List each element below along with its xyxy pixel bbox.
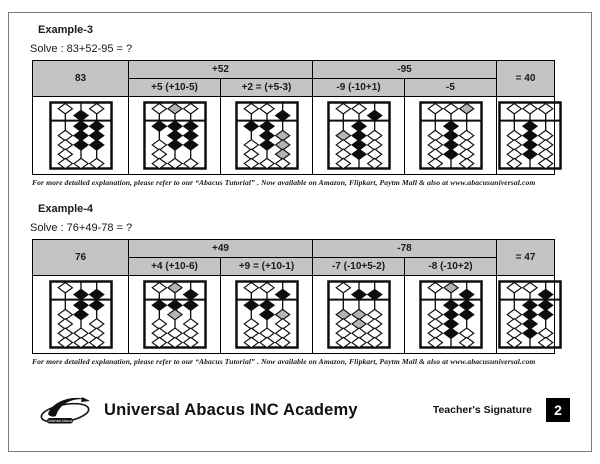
steps-table: [32, 60, 555, 175]
abacus-diagram: [326, 100, 392, 171]
step-cell: +5 (+10-5): [129, 79, 221, 97]
abacus-cell: [313, 276, 405, 354]
signature-area: [433, 398, 570, 422]
abacus-cell: [129, 276, 221, 354]
step-cell: -8 (-10+2): [405, 258, 497, 276]
abacus-diagram: [326, 279, 392, 350]
abacus-diagram: [142, 100, 208, 171]
abacus-diagram: [234, 100, 300, 171]
step-cell: +2 = (+5-3): [221, 79, 313, 97]
tutorial-note: For more detailed explanation, please refer to our “Abacus Tutorial” . Now available on Amazon, Flipkart, Paytm Mall & also at www.abacusuniversal.com: [32, 357, 536, 366]
abacus-cell: [33, 276, 129, 354]
abacus-diagram: [418, 100, 484, 171]
example-3-section: [30, 24, 570, 187]
step-cell: -9 (-10+1): [313, 79, 405, 97]
page-number-badge: 2: [546, 398, 570, 422]
step-cell: +9 = (+10-1): [221, 258, 313, 276]
abacus-diagram: [418, 279, 484, 350]
example-title: Example-4: [38, 203, 94, 215]
start-value-cell: 83: [33, 61, 129, 97]
abacus-cell: [497, 276, 555, 354]
abacus-diagram: [48, 100, 114, 171]
abacus-diagram: [142, 279, 208, 350]
teachers-signature-label: Teacher's Signature: [432, 404, 532, 416]
operation-group-cell: +52: [129, 61, 313, 79]
abacus-cell: [405, 97, 497, 175]
abacus-cell: [313, 97, 405, 175]
step-cell: +4 (+10-6): [129, 258, 221, 276]
step-cell: -7 (-10+5-2): [313, 258, 405, 276]
example-title: Example-3: [38, 24, 94, 36]
step-cell: -5: [405, 79, 497, 97]
example-4-section: [30, 203, 570, 366]
result-cell: = 47: [497, 240, 555, 276]
footer-bar: [38, 390, 570, 430]
operation-group-cell: -95: [313, 61, 497, 79]
tutorial-note: For more detailed explanation, please refer to our “Abacus Tutorial” . Now available on Amazon, Flipkart, Paytm Mall & also at www.abacusuniversal.com: [32, 178, 536, 187]
abacus-diagram: [234, 279, 300, 350]
abacus-cell: [405, 276, 497, 354]
operation-group-cell: +49: [129, 240, 313, 258]
steps-table: [32, 239, 555, 354]
solve-line: Solve : 76+49-78 = ?: [30, 222, 133, 234]
abacus-diagram: [497, 279, 563, 350]
solve-line: Solve : 83+52-95 = ?: [30, 43, 133, 55]
abacus-cell: [221, 276, 313, 354]
logo-small-text: Universal Abacus: [47, 419, 73, 424]
abacus-cell: [33, 97, 129, 175]
result-cell: = 40: [497, 61, 555, 97]
abacus-cell: [129, 97, 221, 175]
academy-name: Universal Abacus INC Academy: [104, 400, 358, 419]
brand: [38, 393, 358, 427]
page-content: [30, 24, 570, 380]
abacus-cell: [221, 97, 313, 175]
abacus-diagram: [497, 100, 563, 171]
abacus-cell: [497, 97, 555, 175]
universal-abacus-logo-icon: [38, 393, 96, 427]
operation-group-cell: -78: [313, 240, 497, 258]
abacus-diagram: [48, 279, 114, 350]
start-value-cell: 76: [33, 240, 129, 276]
